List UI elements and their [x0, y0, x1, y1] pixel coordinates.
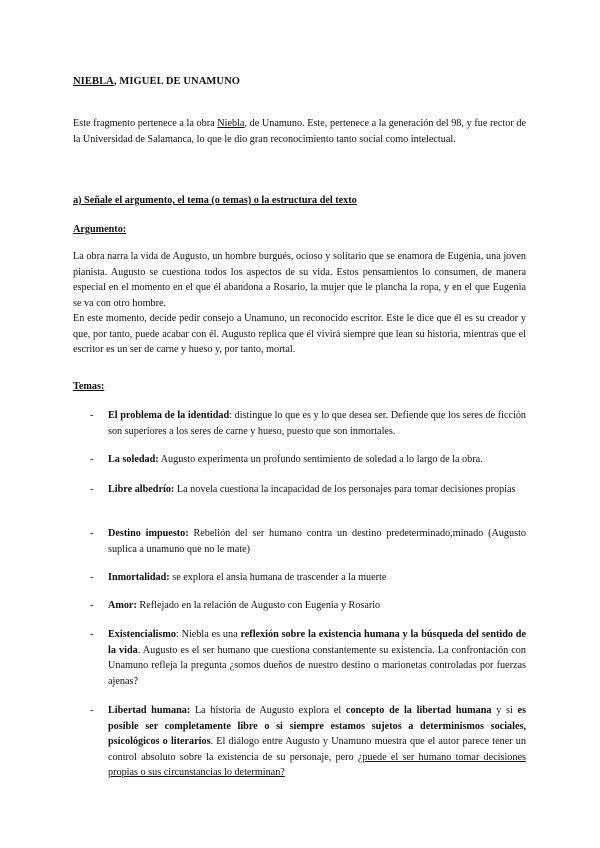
theme-title: Libre albedrío: [108, 484, 175, 495]
list-bullet: - [90, 528, 94, 539]
argument-paragraph-2: En este momento, decide pedir consejo a Unamuno, un reconocido escritor. Este le dice que él es su creador y que, por tanto, puede acabar con él. Augusto replica que él vivirá siempre que lean su historia, mientras que el escritor es un ser de carne y hueso y, por tanto, mortal. [73, 313, 526, 355]
title-work-name: NIEBLA [73, 76, 114, 87]
theme-text: : distingue lo que es y lo que desea ser. Defiende que los seres de ficción son superiores a los seres de carne y hueso, puesto que son inmortales. [108, 410, 527, 437]
theme-title: El problema de la identidad [108, 410, 230, 421]
list-bullet: - [90, 600, 94, 611]
theme-text: . El diálogo entre Augusto y Unamuno muestra que el autor parece tener un control absoluto sobre la existencia de su personaje, pero [108, 736, 526, 763]
intro-text-1: Este fragmento pertenece a la obra [73, 118, 218, 129]
theme-text: : Niebla es una [175, 629, 241, 640]
temas-label: Temas: [73, 381, 105, 392]
list-item-destino [90, 526, 526, 557]
argument-body [73, 249, 526, 358]
document-title [73, 74, 526, 90]
theme-text: Reflejado en la relación de Augusto con Eugenia y Rosario [136, 600, 381, 611]
theme-text: La historia de Augusto explora el [190, 705, 346, 716]
theme-underlined-question: ¿puede el ser humano tomar decisiones propias o sus circunstancias lo determinan? [108, 751, 526, 778]
theme-text: y si [491, 705, 518, 716]
theme-emphasis: concepto de la libertad humana [345, 705, 492, 716]
list-item-libertad-humana [90, 703, 526, 781]
intro-work-title: Niebla [217, 118, 245, 129]
theme-title: Existencialismo [108, 629, 176, 640]
argument-paragraph-1: La obra narra la vida de Augusto, un hombre burgués, ocioso y solitario que se enamora de Eugenia, una joven pianista. Augusto se cuestiona todos los aspectos de su vida. Estos pensamientos lo consumen, de manera especial en el momento en el que él abandona a Rosario, la mujer que le plancha la ropa, y en el que Eugenia se va con otro hombre. [73, 251, 526, 309]
theme-emphasis: es posible ser completamente libre o si siempre estamos sujetos a determinismos sociales, psicológicos o literarios [108, 705, 526, 747]
intro-paragraph [73, 116, 526, 147]
list-item-identidad [90, 408, 526, 439]
list-bullet: - [90, 705, 94, 716]
theme-text: Rebelión del ser humano contra un destino predeterminado,minado (Augusto suplica a unamuno que no le mate) [108, 528, 526, 555]
list-bullet: - [90, 572, 94, 583]
list-item-inmortalidad [90, 570, 526, 586]
list-bullet: - [90, 454, 94, 465]
theme-title: Destino impuesto: [108, 528, 189, 539]
list-item-existencialismo [90, 627, 526, 689]
intro-text-2: , de Unamuno. Este, pertenece a la generación del 98, y fue rector de la Universidad de Salamanca, lo que le dio gran reconocimiento tanto social como intelectual. [73, 118, 526, 145]
theme-text: . Augusto es el ser humano que cuestiona constantemente su existencia. La confrontación con Unamuno refleja la pregunta ¿somos dueños de nuestro destino o marionetas controladas por fuerzas ajenas? [108, 644, 526, 687]
list-item-libre-albedrio [90, 482, 526, 498]
list-bullet: - [90, 484, 94, 495]
theme-text: se explora el ansia humana de trascender a la muerte [169, 572, 387, 583]
theme-title: Amor: [108, 600, 137, 611]
title-author: , MIGUEL DE UNAMUNO [113, 76, 241, 87]
list-bullet: - [90, 629, 94, 640]
theme-title: Inmortalidad: [108, 572, 170, 583]
theme-title: Libertad humana: [108, 705, 191, 716]
section-a-heading: a) Señale el argumento, el tema (o temas) o la estructura del texto [73, 195, 357, 206]
theme-title: La soledad: [108, 454, 159, 465]
theme-text: La novela cuestiona la incapacidad de los personajes para tomar decisiones propias [174, 484, 516, 495]
argument-label: Argumento: [73, 224, 127, 235]
theme-emphasis: reflexión sobre la existencia humana y la búsqueda del sentido de la vida [108, 629, 526, 656]
list-bullet: - [90, 410, 94, 421]
list-item-amor [90, 598, 526, 614]
theme-text: Augusto experimenta un profundo sentimiento de soledad a lo largo de la obra. [158, 454, 483, 465]
list-item-soledad [90, 452, 526, 468]
